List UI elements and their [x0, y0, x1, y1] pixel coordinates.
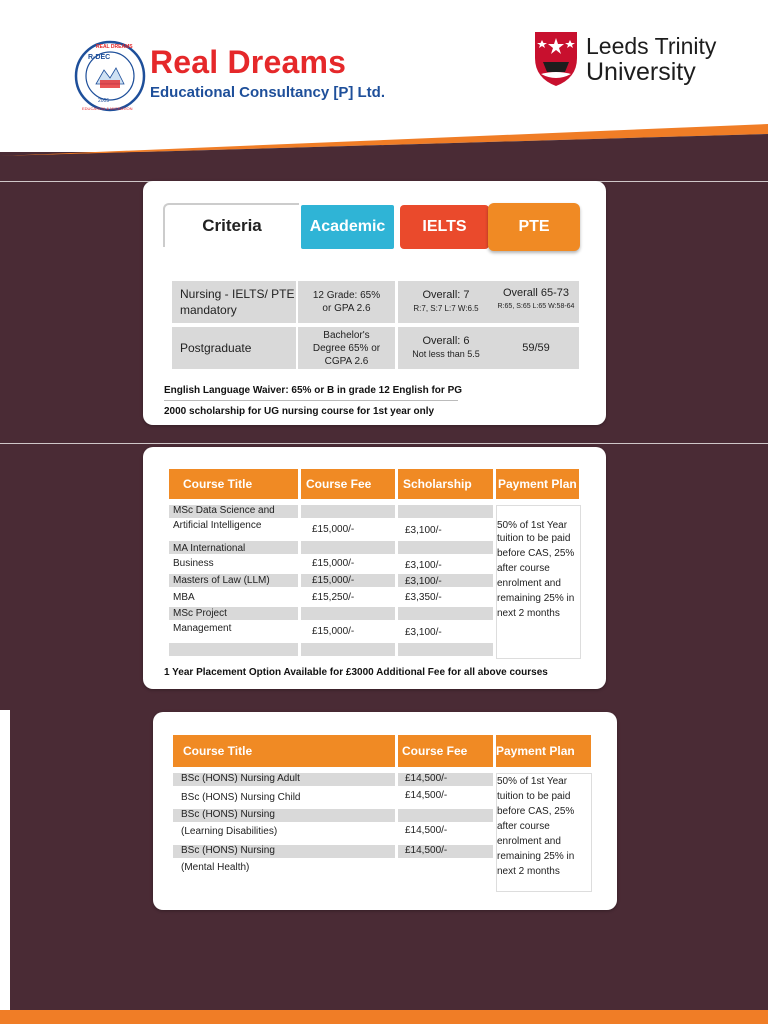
course-title: BSc (HONS) Nursing: [181, 845, 275, 856]
pte-header: PTE: [488, 203, 580, 251]
left-edge-strip: [0, 710, 10, 1010]
criteria-header: Criteria: [163, 203, 299, 247]
course-fee: £14,500/-: [405, 845, 448, 856]
payment-plan-line: before CAS, 25%: [497, 806, 575, 817]
row-band: [301, 541, 395, 554]
course-title: BSc (HONS) Nursing Adult: [181, 773, 300, 784]
course-title: MSc Data Science and: [173, 505, 275, 516]
course-title: (Learning Disabilities): [181, 826, 278, 837]
ielts-cell: [398, 281, 494, 323]
scholarship-value: £3,100/-: [405, 525, 442, 536]
pte-main: Overall 65-73: [502, 287, 570, 299]
waiver-note: English Language Waiver: 65% or B in grade 12 English for PG: [164, 385, 463, 396]
row-band: [398, 607, 493, 620]
course-title: MBA: [173, 592, 195, 603]
placement-note: 1 Year Placement Option Available for £3000 Additional Fee for all above courses: [164, 667, 548, 678]
course-title-header: Course Title: [169, 469, 298, 499]
logo-bottom-text: EDUCATION & MIGRATION: [82, 106, 133, 111]
course-title: Artificial Intelligence: [173, 520, 262, 531]
criteria-card: [143, 181, 606, 425]
row-band: [169, 643, 298, 656]
payment-plan-header: Payment Plan: [496, 735, 591, 767]
payment-plan-line: after course: [497, 563, 550, 574]
payment-plan-line: 50% of 1st Year: [497, 520, 568, 531]
scholarship-header: Scholarship: [398, 469, 493, 499]
note-divider: [164, 400, 458, 401]
footer-bar: [0, 1010, 768, 1024]
payment-plan-line: remaining 25% in: [497, 593, 575, 604]
payment-plan-line: enrolment and: [497, 578, 561, 589]
course-fee: £14,500/-: [405, 773, 448, 784]
course-fee-header: Course Fee: [301, 469, 395, 499]
ug-course-card: [153, 712, 617, 910]
brand-title: Real Dreams: [150, 44, 347, 80]
scholarship-value: £3,100/-: [405, 560, 442, 571]
leeds-trinity-crest-icon: [533, 30, 579, 88]
ielts-main: Overall: 7: [422, 289, 470, 301]
payment-plan-line: tuition to be paid: [497, 791, 571, 802]
payment-plan-line: next 2 months: [497, 866, 560, 877]
academic-header: Academic: [301, 205, 394, 249]
course-fee: £15,000/-: [312, 558, 355, 569]
payment-plan-line: next 2 months: [497, 608, 560, 619]
header: [0, 0, 768, 152]
payment-plan-line: 50% of 1st Year: [497, 776, 568, 787]
payment-plan-line: after course: [497, 821, 550, 832]
payment-plan-line: remaining 25% in: [497, 851, 575, 862]
ielts-header: IELTS: [400, 205, 489, 249]
academic-value: Bachelor's Degree 65% or CGPA 2.6: [298, 327, 395, 369]
pg-course-card: [143, 447, 606, 689]
logo-year: 2005: [98, 98, 110, 104]
course-fee: £15,000/-: [312, 575, 355, 586]
course-fee: £14,500/-: [405, 790, 448, 801]
logo-center-text: R-DEC: [88, 54, 111, 61]
payment-plan-line: enrolment and: [497, 836, 561, 847]
row-band: [398, 809, 493, 822]
course-title: Masters of Law (LLM): [173, 575, 270, 586]
payment-plan-header: Payment Plan: [496, 469, 579, 499]
course-fee: £15,000/-: [312, 626, 355, 637]
course-title: MSc Project: [173, 608, 227, 619]
row-band: [398, 505, 493, 518]
row-band: [301, 607, 395, 620]
course-title-header: Course Title: [173, 735, 395, 767]
university-name-line1: Leeds Trinity: [586, 33, 717, 59]
course-title: Management: [173, 623, 232, 634]
course-title: MA International: [173, 543, 246, 554]
ielts-cell: [398, 327, 494, 369]
course-title: BSc (HONS) Nursing: [181, 809, 275, 820]
scholarship-value: £3,100/-: [405, 576, 442, 587]
course-title: BSc (HONS) Nursing Child: [181, 792, 301, 803]
course-title: (Mental Health): [181, 862, 250, 873]
row-band: [301, 643, 395, 656]
brand-subtitle: Educational Consultancy [P] Ltd.: [150, 84, 386, 101]
payment-plan-line: tuition to be paid: [497, 533, 571, 544]
pte-sub: R:65, S:65 L:65 W:58-64: [497, 303, 575, 310]
payment-plan-box: [496, 773, 592, 892]
course-fee: £15,250/-: [312, 592, 355, 603]
scholarship-value: £3,350/-: [405, 592, 442, 603]
course-title: Business: [173, 558, 214, 569]
payment-plan-line: before CAS, 25%: [497, 548, 575, 559]
row-band: [398, 643, 493, 656]
ielts-sub: R:7, S:7 L:7 W:6.5: [413, 304, 479, 313]
row-band: [301, 505, 395, 518]
scholarship-note: 2000 scholarship for UG nursing course for 1st year only: [164, 406, 435, 417]
row-band: [398, 541, 493, 554]
criteria-row-label: Nursing - IELTS/ PTE mandatory: [172, 281, 296, 323]
ielts-main: Overall: 6: [422, 335, 470, 347]
logo-ring-text: REAL DREAMS: [96, 44, 133, 50]
course-fee: £14,500/-: [405, 825, 448, 836]
course-fee-header: Course Fee: [398, 735, 493, 767]
payment-plan-box: [496, 505, 581, 659]
header-stripe: [0, 120, 768, 156]
university-name-line2: University: [586, 58, 696, 86]
real-dreams-logo: [74, 40, 146, 112]
pte-main: 59/59: [493, 327, 579, 369]
ielts-sub: Not less than 5.5: [412, 349, 480, 359]
criteria-row-label: Postgraduate: [172, 327, 296, 369]
academic-value: 12 Grade: 65% or GPA 2.6: [298, 281, 395, 323]
pte-cell: [493, 281, 579, 323]
course-fee: £15,000/-: [312, 524, 355, 535]
scholarship-value: £3,100/-: [405, 627, 442, 638]
band-divider: [0, 443, 768, 444]
